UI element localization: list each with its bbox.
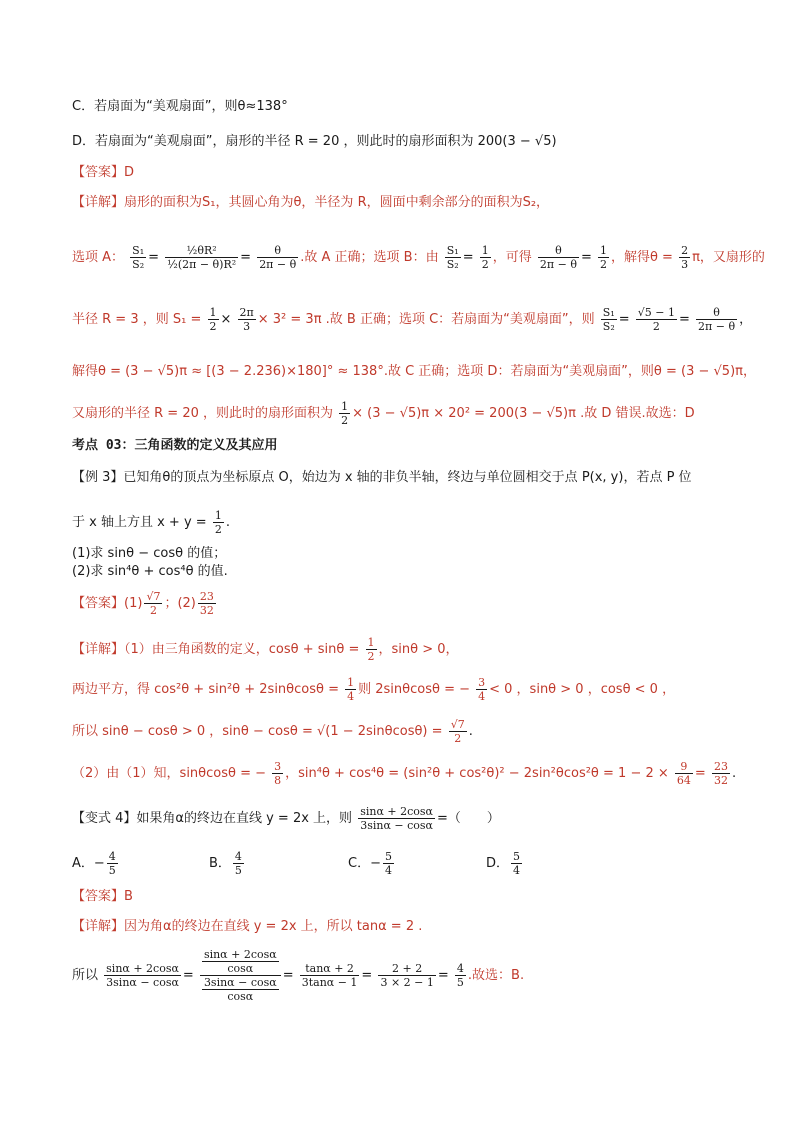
option-a-fraction: [107, 850, 118, 877]
half-fraction: [339, 400, 350, 427]
frac-den: 32: [199, 604, 214, 617]
frac-den: 5: [234, 864, 242, 877]
frac-den: 2: [341, 414, 349, 427]
frac-num: 3: [478, 676, 486, 689]
frac-num: 1: [367, 636, 375, 649]
final-line: 所以 $\frac{\sin\alpha + 2\cos\alpha}{3\sin\alpha - \cos\alpha}$ = $\frac{\frac{\sin\alpha + 2\cos\alpha}{\cos\alpha}}{\frac{3\sin\alpha - \cos\alpha}{\cos\alpha}}$ = $\frac{\tan\alpha + 2}{3\tan\alpha - 1}$ = $\frac{2 + 2}{3 \times 2 - 1}$ = $\frac{4}{5}$ .故选：B.: [72, 948, 525, 1003]
analysis-text: 解得θ = (3 − √5)π ≈ [(3 − 2.236)×180]° ≈ 138°.故 C 正确；选项 D：若扇面为“美观扇面”，则θ = (3 − √5)π，: [72, 364, 756, 379]
ratio-fraction: [445, 244, 461, 271]
example-tag: 【例 3】: [72, 470, 124, 485]
frac-den: 2: [599, 258, 607, 271]
example-text: 已知角θ的顶点为坐标原点 O，始边为 x 轴的非负半轴，终边与单位圆相交于点 P(x, y)，若点 P 位: [123, 470, 692, 485]
frac-den: 8: [274, 774, 282, 787]
detail-text: ，sinθ > 0，: [378, 642, 459, 657]
frac-num: S₁: [132, 244, 145, 257]
option-b[interactable]: [209, 846, 246, 882]
frac-num: tanα + 2: [300, 962, 360, 976]
option-d-line: [72, 133, 557, 151]
option-a[interactable]: [72, 846, 120, 882]
three-eighth-fraction: [272, 760, 283, 787]
detail-1-line: [72, 194, 549, 212]
frac-num: 23: [199, 590, 214, 603]
nine-64-fraction: [675, 760, 693, 787]
option-b-label: B．: [209, 856, 231, 871]
compound-denominator: [200, 976, 281, 1003]
variation-text: 如果角α的终边在直线 y = 2x 上，则: [136, 811, 353, 826]
variation-text: =（ ）: [436, 811, 500, 826]
frac-den: 4: [478, 690, 486, 703]
detail-text: 两边平方，得 cos²θ + sin²θ + 2sinθcosθ =: [72, 682, 339, 697]
final-text: 所以: [72, 968, 99, 983]
answer-frac-sqrt7: [144, 590, 162, 617]
frac-den: 2: [481, 258, 489, 271]
frac-num: sinα + 2cosα: [106, 962, 179, 975]
frac-den: cosα: [227, 962, 254, 975]
section-heading: 考点 03：三角函数的定义及其应用: [72, 438, 278, 453]
frac-den: 2π − θ: [539, 258, 577, 271]
compound-fraction: [200, 948, 281, 1003]
frac-num: sinα + 2cosα: [203, 948, 277, 961]
option-c-text: C．若扇面为“美观扇面”，则θ≈138°: [72, 99, 288, 114]
option-c-label: C．−: [348, 856, 381, 871]
frac-num: ½θR²: [165, 244, 238, 258]
detail-text: 扇形的面积为S₁，其圆心角为θ，半径为 R，圆面中剩余部分的面积为S₂，: [124, 195, 550, 210]
frac-num: 1: [341, 400, 349, 413]
frac-den: 4: [347, 690, 355, 703]
detail-text: 则 2sinθcosθ = −: [358, 682, 470, 697]
detail-text: （2）由（1）知，sinθcosθ = −: [72, 766, 266, 781]
frac-den: cosα: [227, 990, 254, 1003]
frac-den: 32: [713, 774, 728, 787]
frac-den: 4: [384, 864, 392, 877]
option-d-label: D．: [486, 856, 510, 871]
frac-num: √5 − 1: [637, 306, 675, 319]
frac-num: S₁: [602, 306, 615, 319]
analysis-text: ，可得: [492, 250, 532, 265]
frac-num: θ: [696, 306, 737, 320]
half-fraction: [366, 636, 377, 663]
two-thirds-fraction: [679, 244, 690, 271]
frac-den: 2: [214, 523, 222, 536]
analysis-text: × (3 − √5)π × 20² = 200(3 − √5)π .故 D 错误.故选：D: [352, 406, 695, 421]
quarter-fraction: [345, 676, 356, 703]
inner-fraction: [202, 948, 279, 975]
frac-den: 2: [652, 320, 660, 333]
question-2: (2)求 sin⁴θ + cos⁴θ 的值.: [72, 564, 228, 579]
radius-20-line: [72, 398, 695, 430]
frac-den: 2π − θ: [698, 320, 736, 333]
inner-fraction: [202, 976, 279, 1003]
detail-3-line: [72, 918, 422, 936]
square-line: [72, 672, 675, 708]
answer-tag: 【答案】: [72, 165, 125, 180]
option-b-fraction: [233, 850, 244, 877]
frac-den: S₂: [602, 320, 615, 333]
frac-den: 3: [681, 258, 689, 271]
numeric-fraction: [378, 962, 435, 989]
frac-den: 3sinα − cosα: [106, 976, 179, 989]
frac-num: 3sinα − cosα: [203, 976, 277, 989]
detail-tag: 【详解】: [72, 195, 125, 210]
solution-line: [72, 363, 756, 381]
frac-den: 2: [149, 604, 157, 617]
variation-4-line: [72, 801, 500, 837]
answer-tag: 【答案】: [72, 889, 125, 904]
frac-den: 2π − θ: [259, 258, 297, 271]
frac-num: 5: [384, 850, 392, 863]
tan-fraction: [300, 962, 360, 989]
frac-num: 2π: [239, 306, 254, 319]
option-c-line: [72, 98, 288, 116]
frac-den: 4: [513, 864, 521, 877]
frac-num: 23: [713, 760, 728, 773]
detail-text: < 0 ，sinθ > 0 ，cosθ < 0 ，: [489, 682, 676, 697]
frac-num: 5: [513, 850, 521, 863]
frac-den: S₂: [446, 258, 459, 271]
three-quarter-fraction: [476, 676, 487, 703]
option-a-label: A．−: [72, 856, 105, 871]
half-fraction: [208, 306, 219, 333]
analysis-text: π，又扇形的: [692, 250, 765, 265]
detail-text: ，sin⁴θ + cos⁴θ = (sin²θ + cos²θ)² − 2sin²θcos²θ = 1 − 2 ×: [285, 766, 669, 781]
frac-num: sinα + 2cosα: [360, 805, 433, 818]
option-d-fraction: [511, 850, 522, 877]
frac-num: √7: [450, 718, 465, 731]
variation-tag: 【变式 4】: [72, 811, 137, 826]
frac-den: 5: [108, 864, 116, 877]
detail-text: （1）由三角函数的定义，cosθ + sinθ =: [124, 642, 360, 657]
frac-den: 3tanα − 1: [301, 976, 358, 989]
two-pi-thirds-fraction: [238, 306, 256, 333]
frac-num: 9: [675, 760, 693, 774]
option-d-text: D．若扇面为“美观扇面”，扇形的半径 R = 20 ，则此时的扇形面积为 200(3 − √5): [72, 134, 557, 149]
option-d[interactable]: [486, 846, 524, 882]
detail-tag: 【详解】: [72, 919, 125, 934]
ratio-fraction: [601, 306, 617, 333]
frac-den: 64: [676, 774, 691, 787]
part-2-line: （2）由（1）知，sinθcosθ = − $\frac{3}{8}$ ，sin⁴θ + cos⁴θ = (sin²θ + cos²θ)² − 2sin²θcos²θ = 1 − 2 × $\frac{9}{64}$ = $\frac{23}{32}$ .: [72, 760, 737, 787]
analysis-text: × 3² = 3π .故 B 正确；选项 C：若扇面为“美观扇面”，则: [257, 312, 595, 327]
radius-3-line: 半径 R = 3 ，则 S₁ = $\frac{1}{2}$ × $\frac{2\pi}{3}$ × 3² = 3π .故 B 正确；选项 C：若扇面为“美观扇面”，则 $\frac{\text{S₁}}{\text{S₂}}$ = $\frac{√5 - 1}{2}$ = $\frac{\theta}{2\pi - \theta}$ ，: [72, 306, 753, 333]
question-1: (1)求 sinθ − cosθ 的值；: [72, 546, 227, 561]
example-text: 于 x 轴上方且 x + y =: [72, 515, 207, 530]
half-fraction: [598, 244, 609, 271]
detail-tag: 【详解】: [72, 642, 125, 657]
frac-den: 2: [209, 320, 217, 333]
result-fraction: [455, 962, 466, 989]
so-line: 所以 sinθ − cosθ > 0 ，sinθ − cosθ = √(1 − 2sinθcosθ) = $\frac{√7}{2}$ .: [72, 718, 473, 745]
frac-num: 4: [456, 962, 464, 975]
answer-3-line: [72, 888, 133, 906]
frac-den: 5: [456, 976, 464, 989]
frac-num: √7: [146, 590, 161, 603]
frac-num: θ: [257, 244, 298, 258]
frac-num: 1: [599, 244, 607, 257]
theta-fraction: [696, 306, 737, 333]
answer-text: ；(2): [164, 596, 196, 611]
frac-den: 3sinα − cosα: [360, 819, 433, 832]
detail-2-line: [72, 632, 459, 668]
frac-den: ½(2π − θ)R²: [167, 258, 237, 271]
detail-text: 所以 sinθ − cosθ > 0 ，sinθ − cosθ = √(1 − 2sinθcosθ) =: [72, 724, 443, 739]
frac-num: 4: [234, 850, 242, 863]
answer-text: (1): [124, 596, 143, 611]
frac-den: 2: [367, 650, 375, 663]
sin-cos-fraction: [104, 962, 181, 989]
analysis-text: 选项 A：: [72, 250, 125, 265]
frac-num: 1: [209, 306, 217, 319]
analysis-text: .故 A 正确；选项 B：由: [300, 250, 439, 265]
frac-num: 1: [481, 244, 489, 257]
frac-num: 3: [274, 760, 282, 773]
half-fraction: [213, 509, 224, 536]
option-a-analysis: 选项 A： $\frac{\text{S₁}}{\text{S₂}}$ = $\frac{\text{½θR²}}{\text{½(2π − θ)R²}}$ = $\frac{\theta}{2\pi - \theta}$ .故 A 正确；选项 B：由 $\frac{\text{S₁}}{\text{S₂}}$ = $\frac{1}{2}$ ，可得 $\frac{\theta}{2\pi - \theta}$ = $\frac{1}{2}$ ，解得θ = $\frac{2}{3}$ π，又扇形的: [72, 244, 765, 271]
sin-cos-fraction: [358, 805, 435, 832]
answer-value: B: [124, 889, 133, 904]
frac-num: 1: [347, 676, 355, 689]
sqrt5-fraction: [636, 306, 677, 333]
answer-tag: 【答案】: [72, 596, 125, 611]
frac-num: 1: [214, 509, 222, 522]
frac-den: 2: [454, 732, 462, 745]
theta-fraction: [538, 244, 579, 271]
frac-den: 3: [243, 320, 251, 333]
answer-value: D: [124, 165, 135, 180]
frac-num: S₁: [446, 244, 459, 257]
frac-den: S₂: [132, 258, 145, 271]
result-23-32-fraction: [712, 760, 730, 787]
analysis-text: 半径 R = 3 ，则 S₁ =: [72, 312, 202, 327]
option-c[interactable]: [348, 846, 396, 882]
answer-frac-23-32: [198, 590, 216, 617]
answer-1-line: [72, 164, 134, 182]
frac-num: 2 + 2: [378, 962, 435, 976]
example-3-line-2: 于 x 轴上方且 x + y = $\frac{1}{2}$ .: [72, 509, 230, 536]
ratio-fraction: [130, 244, 146, 271]
detail-text: 因为角α的终边在直线 y = 2x 上，所以 tanα = 2 .: [124, 919, 423, 934]
half-fraction: [480, 244, 491, 271]
sqrt7-fraction: [449, 718, 467, 745]
frac-num: 2: [681, 244, 689, 257]
analysis-text: ，解得θ =: [610, 250, 673, 265]
frac-num: θ: [538, 244, 579, 258]
frac-num: 4: [108, 850, 116, 863]
analysis-text: 又扇形的半径 R = 20 ，则此时的扇形面积为: [72, 406, 333, 421]
area-ratio-fraction: [165, 244, 238, 271]
example-3-line: [72, 469, 692, 487]
answer-2-line: [72, 586, 218, 622]
theta-fraction: [257, 244, 298, 271]
detail-text: =: [694, 766, 706, 781]
compound-numerator: [200, 948, 281, 976]
frac-den: 3 × 2 − 1: [380, 976, 434, 989]
final-text: .故选：B.: [467, 968, 525, 983]
option-c-fraction: [383, 850, 394, 877]
